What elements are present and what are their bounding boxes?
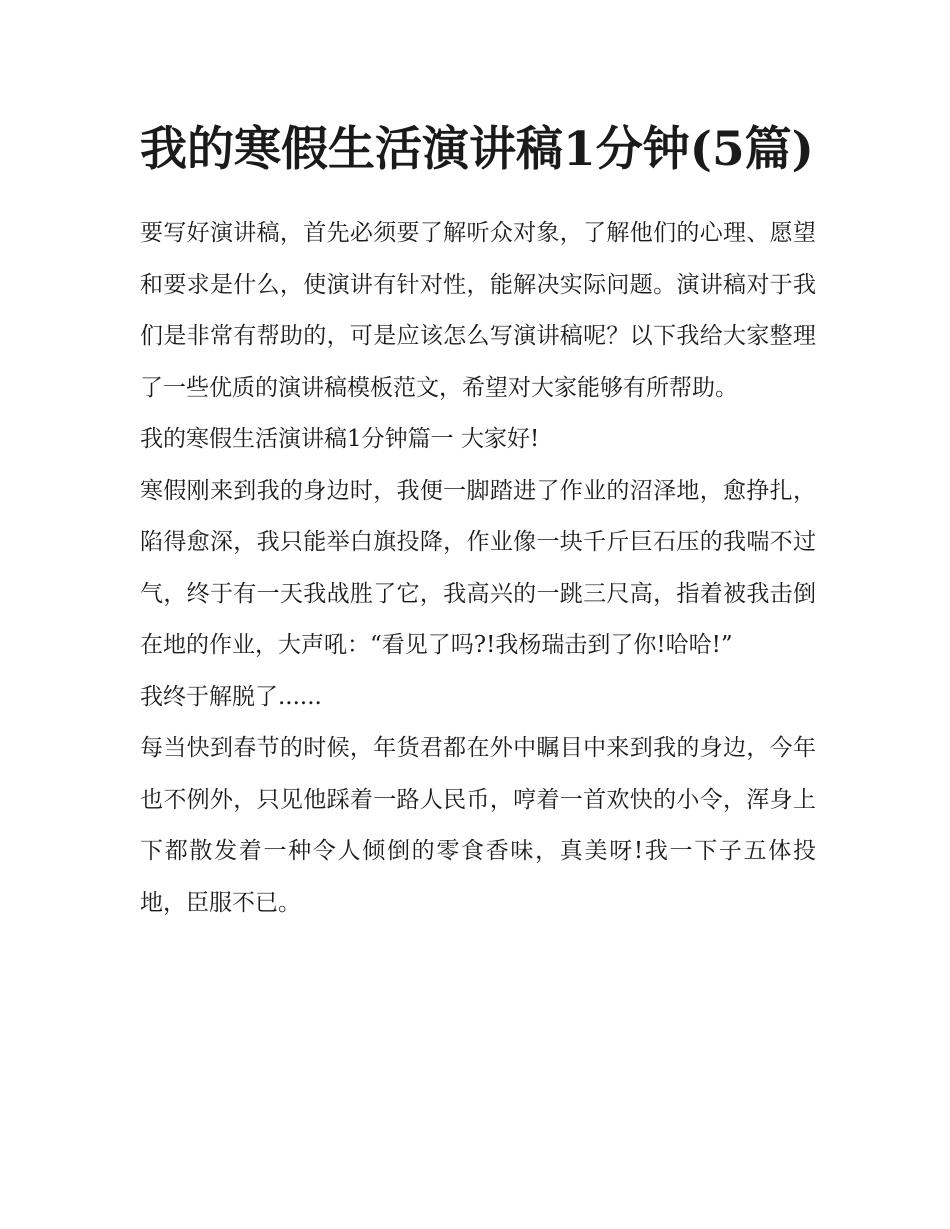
document-title: 我的寒假生活演讲稿1分钟(5篇) xyxy=(140,122,814,177)
intro-paragraph: 要写好演讲稿，首先必须要了解听众对象，了解他们的心理、愿望和要求是什么，使演讲有针对性，能解决实际问题。演讲稿对于我们是非常有帮助的，可是应该怎么写演讲稿呢？以下我给大家整理了一些优质的演讲稿模板范文，希望对大家能够有所帮助。 xyxy=(140,220,816,401)
body-paragraph-2: 我终于解脱了...... xyxy=(140,683,322,710)
section-heading: 我的寒假生活演讲稿1分钟篇一 大家好! xyxy=(140,426,540,452)
document-page xyxy=(140,112,816,929)
body-paragraph-3: 每当快到春节的时候，年货君都在外中瞩目中来到我的身边，今年也不例外，只见他踩着一路人民币，哼着一首欢快的小令，浑身上下都散发着一种令人倾倒的零食香味，真美呀!我一下子五体投地，臣服不已。 xyxy=(140,735,816,916)
body-paragraph-1: 寒假刚来到我的身边时，我便一脚踏进了作业的沼泽地，愈挣扎，陷得愈深，我只能举白旗投降，作业像一块千斤巨石压的我喘不过气，终于有一天我战胜了它，我高兴的一跳三尺高，指着被我击倒在地的作业，大声吼：“看见了吗?!我杨瑞击到了你!哈哈!” xyxy=(140,477,816,658)
